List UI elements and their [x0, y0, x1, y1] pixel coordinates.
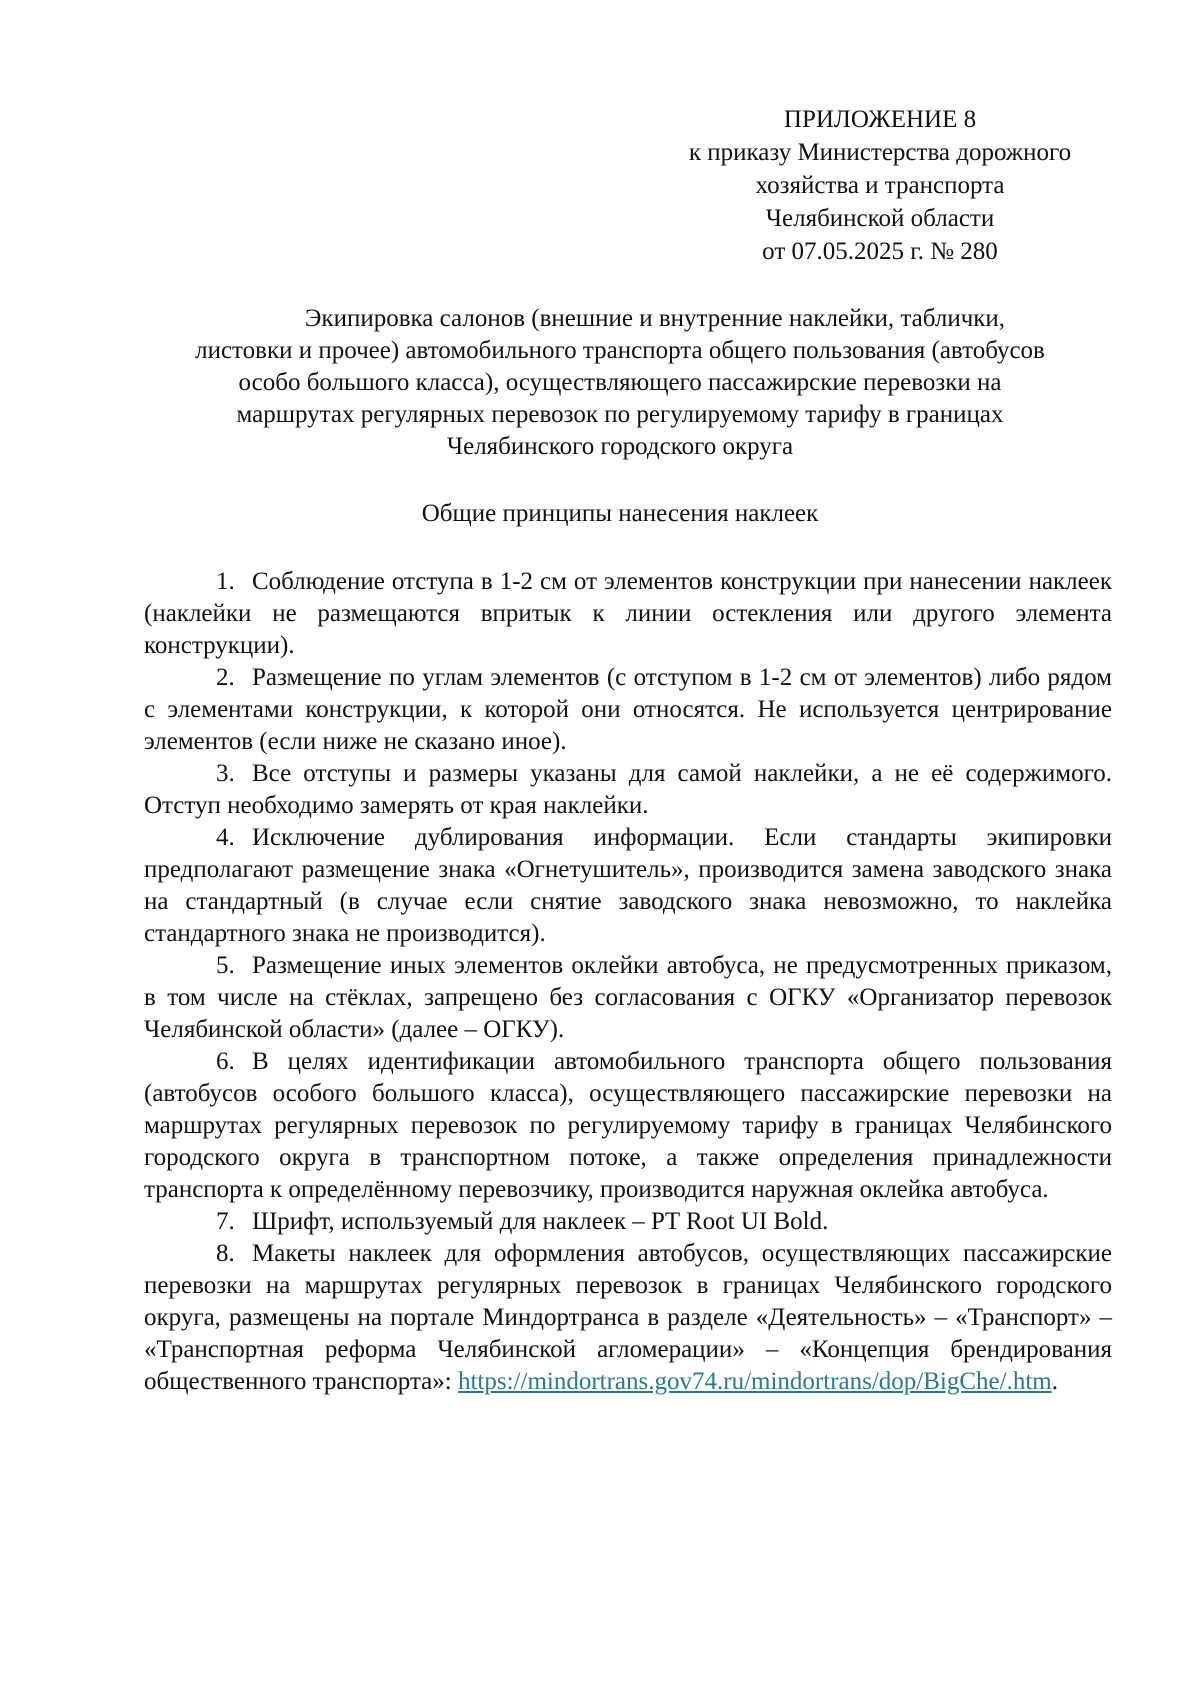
- item-text: Шрифт, используемый для наклеек – PT Root UI Bold.: [252, 1208, 829, 1235]
- list-item: [144, 1206, 1112, 1238]
- item-number: 8.: [216, 1240, 235, 1267]
- list-item: [144, 1046, 1112, 1206]
- item-text: Соблюдение отступа в 1-2 см от элементов конструкции при нанесении наклеек (наклейки не размещаются впритык к линии остекления или другого элемента конструкции).: [144, 568, 1112, 659]
- appendix-line: к приказу Министерства дорожного: [688, 139, 1072, 166]
- title-line: Челябинского городского округа: [446, 433, 794, 460]
- item-number: 1.: [216, 568, 235, 595]
- item-text: Размещение иных элементов оклейки автобуса, не предусмотренных приказом, в том числе на стёклах, запрещено без согласования с ОГКУ «Организатор перевозок Челябинской области» (далее – ОГКУ).: [144, 952, 1112, 1043]
- item-end-punctuation: .: [1051, 1368, 1058, 1395]
- list-item: [144, 950, 1112, 1046]
- item-number: 4.: [216, 824, 235, 851]
- list-item: [144, 1238, 1112, 1398]
- item-text: Исключение дублирования информации. Если стандарты экипировки предполагают размещение знака «Огнетушитель», производится замена заводского знака на стандартный (в случае если снятие заводского знака невозможно, то наклейка стандартного знака не производится).: [144, 824, 1112, 947]
- principles-list: [144, 566, 1112, 1398]
- list-item: [144, 662, 1112, 758]
- item-number: 3.: [216, 760, 235, 787]
- item-number: 6.: [216, 1048, 235, 1075]
- item-text: Размещение по углам элементов (с отступом в 1-2 см от элементов) либо рядом с элементами конструкции, к которой они относятся. Не используется центрирование элементов (если ниже не сказано иное).: [144, 664, 1112, 755]
- appendix-line: ПРИЛОЖЕНИЕ 8: [783, 106, 977, 133]
- title-line: особо большого класса), осуществляющего пассажирские перевозки на: [238, 369, 1002, 396]
- title-line: маршрутах регулярных перевозок по регулируемому тарифу в границах: [236, 401, 1004, 428]
- section-title: Общие принципы нанесения наклеек: [421, 500, 819, 527]
- list-item: [144, 822, 1112, 950]
- document-title: [140, 303, 1100, 463]
- appendix-line: от 07.05.2025 г. № 280: [762, 238, 998, 265]
- item-number: 2.: [216, 664, 235, 691]
- item-text: Все отступы и размеры указаны для самой наклейки, а не её содержимого. Отступ необходимо замерять от края наклейки.: [144, 760, 1112, 819]
- appendix-header: [600, 103, 1160, 268]
- item-text: В целях идентификации автомобильного транспорта общего пользования (автобусов особого большого класса), осуществляющего пассажирские перевозки на маршрутах регулярных перевозок по регулируемому тарифу в границах Челябинского городского округа в транспортном потоке, а также определения принадлежности транспорта к определённому перевозчику, производится наружная оклейка автобуса.: [144, 1048, 1112, 1203]
- portal-link[interactable]: https://mindortrans.gov74.ru/mindortrans/dop/BigChe/.htm: [457, 1368, 1052, 1395]
- title-line: листовки и прочее) автомобильного транспорта общего пользования (автобусов: [195, 337, 1045, 364]
- item-number: 5.: [216, 952, 235, 979]
- appendix-line: Челябинской области: [765, 205, 995, 232]
- appendix-line: хозяйства и транспорта: [755, 172, 1005, 199]
- title-line: Экипировка салонов (внешние и внутренние наклейки, таблички,: [304, 305, 1006, 332]
- list-item: [144, 566, 1112, 662]
- list-item: [144, 758, 1112, 822]
- item-text: Макеты наклеек для оформления автобусов, осуществляющих пассажирские перевозки на маршрутах регулярных перевозок в границах Челябинского городского округа, размещены на портале Миндортранса в разделе «Деятельность» – «Транспорт» – «Транспортная реформа Челябинской агломерации» – «Концепция брендирования общественного транспорта»:: [144, 1240, 1112, 1395]
- item-number: 7.: [216, 1208, 235, 1235]
